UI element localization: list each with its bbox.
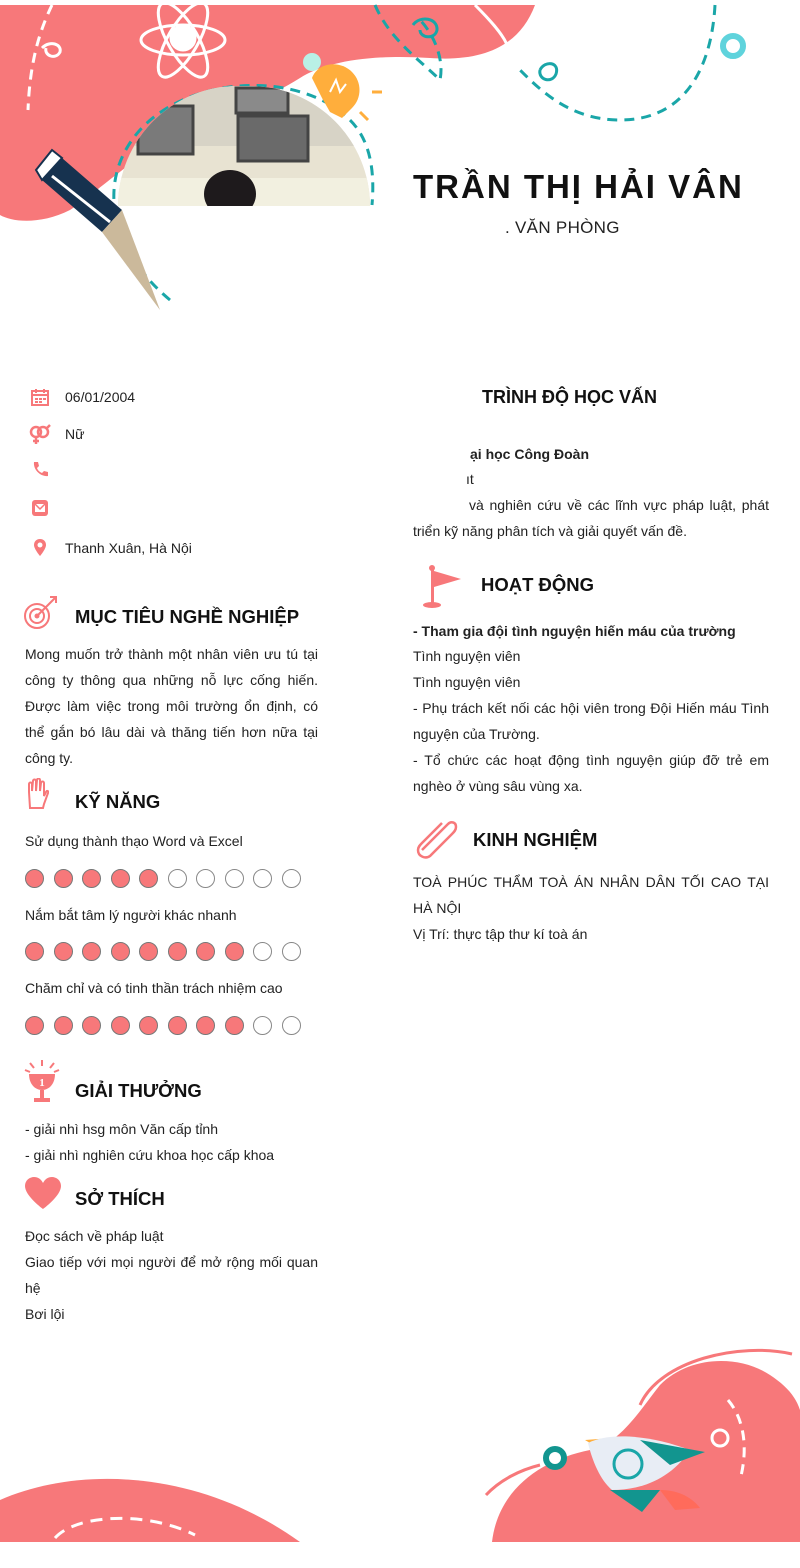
- skill-dot: [253, 1016, 272, 1035]
- experience-title: KINH NGHIỆM: [473, 829, 598, 850]
- email-icon: [28, 496, 52, 520]
- skills-title: KỸ NĂNG: [75, 791, 161, 812]
- location-icon: [28, 536, 52, 560]
- hobby-item: Bơi lội: [25, 1306, 65, 1322]
- skill-rating: [25, 869, 301, 888]
- skill-dot: [139, 942, 158, 961]
- skill-dot: [25, 1016, 44, 1035]
- skill-dot: [253, 942, 272, 961]
- trophy-icon: [24, 1058, 60, 1104]
- award-item: - giải nhì hsg môn Văn cấp tỉnh: [25, 1121, 219, 1137]
- skill-dot: [196, 942, 215, 961]
- experience-position: Vị Trí: thực tập thư kí toà án: [413, 926, 588, 942]
- phone-row: [28, 457, 65, 481]
- birthday-row: [28, 385, 135, 409]
- award-item: - giải nhì nghiên cứu khoa học cấp khoa: [25, 1147, 275, 1163]
- candidate-name: TRẦN THỊ HẢI VÂN: [413, 168, 744, 205]
- school-name: ại học Công Đoàn: [470, 446, 589, 462]
- objective-title: MỤC TIÊU NGHỀ NGHIỆP: [75, 606, 300, 627]
- activity-line: - Phụ trách kết nối các hội viên trong Đội Hiến máu Tình nguyện của Trường.: [413, 700, 769, 742]
- skill-dot: [225, 942, 244, 961]
- skill-dot: [196, 869, 215, 888]
- address-row: [28, 536, 192, 560]
- skill-dot: [82, 1016, 101, 1035]
- target-icon: [22, 595, 60, 631]
- skill-dot: [282, 942, 301, 961]
- job-title: . VĂN PHÒNG: [505, 218, 620, 237]
- skill-dot: [111, 942, 130, 961]
- skill-dot: [168, 1016, 187, 1035]
- skill-dot: [168, 942, 187, 961]
- footer-decoration: [0, 1340, 800, 1568]
- hobby-item: Giao tiếp với mọi người để mở rộng mối quan hệ: [25, 1254, 318, 1296]
- skill-dot: [196, 1016, 215, 1035]
- skill-label: Nắm bắt tâm lý người khác nhanh: [25, 907, 237, 923]
- skill-rating: [25, 1016, 301, 1035]
- skill-dot: [54, 869, 73, 888]
- hand-icon: [25, 778, 49, 810]
- skill-dot: [282, 1016, 301, 1035]
- gender-row: [28, 422, 84, 446]
- skill-dot: [139, 1016, 158, 1035]
- education-description: và nghiên cứu về các lĩnh vực pháp luật, phát triển kỹ năng phân tích và giải quyết vấn đề.: [413, 497, 769, 539]
- education-title: TRÌNH ĐỘ HỌC VẤN: [482, 387, 657, 407]
- skill-dot: [139, 869, 158, 888]
- skill-dot: [54, 942, 73, 961]
- birthday-text: 06/01/2004: [65, 389, 136, 405]
- address-text: Thanh Xuân, Hà Nội: [65, 540, 192, 556]
- gender-text: Nữ: [65, 426, 85, 442]
- major-text: ıt: [466, 471, 474, 487]
- skill-dot: [111, 869, 130, 888]
- skill-dot: [25, 869, 44, 888]
- skill-dot: [282, 869, 301, 888]
- skill-dot: [82, 942, 101, 961]
- hobbies-list: [25, 1223, 318, 1327]
- skill-label: Chăm chỉ và có tinh thần trách nhiệm cao: [25, 980, 283, 996]
- activity-line: - Tổ chức các hoạt động tình nguyện giúp đỡ trẻ em nghèo ở vùng sâu vùng xa.: [413, 752, 769, 794]
- objective-text: Mong muốn trở thành một nhân viên ưu tú tại công ty thông qua những nỗ lực cống hiến. Được làm việc trong môi trường ổn định, có thể gắn bó lâu dài và thăng tiến hơn nữa tại công ty.: [25, 646, 318, 766]
- phone-icon: [28, 457, 52, 481]
- email-row: [28, 496, 65, 520]
- heart-icon: [24, 1176, 62, 1210]
- skill-dot: [54, 1016, 73, 1035]
- experience-company: TOÀ PHÚC THẨM TOÀ ÁN NHÂN DÂN TỐI CAO TẠI HÀ NỘI: [413, 874, 769, 916]
- skill-dot: [225, 1016, 244, 1035]
- skill-dot: [168, 869, 187, 888]
- paperclip-icon: [416, 818, 460, 860]
- skill-dot: [25, 942, 44, 961]
- calendar-icon: [28, 385, 52, 409]
- activities-list: [413, 643, 769, 799]
- gender-icon: [28, 422, 52, 446]
- hobby-item: Đọc sách về pháp luật: [25, 1228, 164, 1244]
- skill-rating: [25, 942, 301, 961]
- hobbies-title: SỞ THÍCH: [75, 1188, 165, 1209]
- activity-line: Tình nguyện viên: [413, 674, 521, 690]
- awards-title: GIẢI THƯỞNG: [75, 1080, 202, 1101]
- awards-list: [25, 1116, 318, 1168]
- skill-dot: [111, 1016, 130, 1035]
- skill-label: Sử dụng thành thạo Word và Excel: [25, 833, 243, 849]
- svg-text:1: 1: [39, 1077, 45, 1089]
- activity-line: Tình nguyện viên: [413, 648, 521, 664]
- activity-heading: - Tham gia đội tình nguyện hiến máu của trường: [413, 623, 736, 639]
- activities-title: HOẠT ĐỘNG: [481, 574, 595, 595]
- skill-dot: [225, 869, 244, 888]
- skill-dot: [82, 869, 101, 888]
- flag-icon: [421, 562, 463, 610]
- skill-dot: [253, 869, 272, 888]
